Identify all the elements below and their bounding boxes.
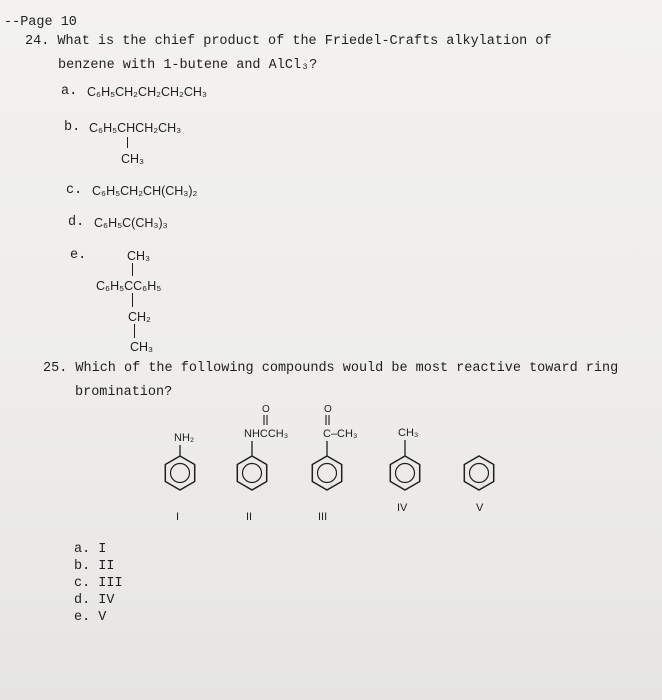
option-formula: C₆H₅CH₂CH₂CH₂CH₃	[87, 85, 207, 99]
substituent-label: C–CH₃	[323, 428, 358, 440]
option-letter: d.	[68, 215, 85, 230]
benzene-ring-icon	[390, 456, 419, 490]
oxygen-label: O	[324, 404, 332, 415]
benzene-ring-icon	[237, 456, 266, 490]
option-letter: e.	[70, 248, 87, 263]
compound-I	[165, 432, 194, 523]
option-formula: C₆H₅C(CH₃)₃	[94, 216, 168, 230]
compound-III	[312, 404, 357, 523]
q24-text-line1: 24. What is the chief product of the Friedel-Crafts alkylation of	[25, 34, 552, 49]
roman-label: I	[176, 511, 180, 523]
substituent-label: NH₂	[174, 432, 195, 444]
answer-e: e. V	[74, 610, 107, 625]
roman-label: III	[318, 511, 328, 523]
compound-IV	[390, 427, 419, 514]
compound-V	[464, 456, 493, 514]
answer-b: b. II	[74, 559, 115, 574]
structure-ch3: CH₃	[130, 340, 154, 354]
answer-a: a. I	[74, 542, 107, 557]
answer-d: d. IV	[74, 593, 115, 608]
substituent-label: CH₃	[398, 427, 419, 439]
option-letter: a.	[61, 84, 78, 99]
option-formula: C₆H₅CHCH₂CH₃	[89, 121, 182, 135]
roman-label: IV	[397, 502, 408, 514]
structure-ch2: CH₂	[128, 310, 151, 324]
q25-text-line1: 25. Which of the following compounds would be most reactive toward ring	[43, 361, 619, 376]
option-letter: b.	[64, 120, 81, 135]
q24-text-line2: benzene with 1-butene and AlCl₃?	[58, 58, 318, 73]
q25-text-line2: bromination?	[75, 385, 173, 400]
answer-c: c. III	[74, 576, 123, 591]
option-letter: c.	[66, 183, 83, 198]
page-label: --Page 10	[4, 15, 77, 30]
benzene-ring-icon	[165, 456, 194, 490]
structure-main: C₆H₅CC₆H₅	[96, 279, 162, 293]
benzene-ring-icon	[464, 456, 493, 490]
option-formula: C₆H₅CH₂CH(CH₃)₂	[92, 184, 198, 198]
option-branch: CH₃	[121, 152, 145, 166]
compound-II	[237, 404, 288, 523]
oxygen-label: O	[262, 404, 270, 415]
structure-top: CH₃	[127, 249, 151, 263]
substituent-label: NHCCH₃	[244, 428, 289, 440]
benzene-ring-icon	[312, 456, 341, 490]
roman-label: II	[246, 511, 253, 523]
roman-label: V	[476, 502, 484, 514]
